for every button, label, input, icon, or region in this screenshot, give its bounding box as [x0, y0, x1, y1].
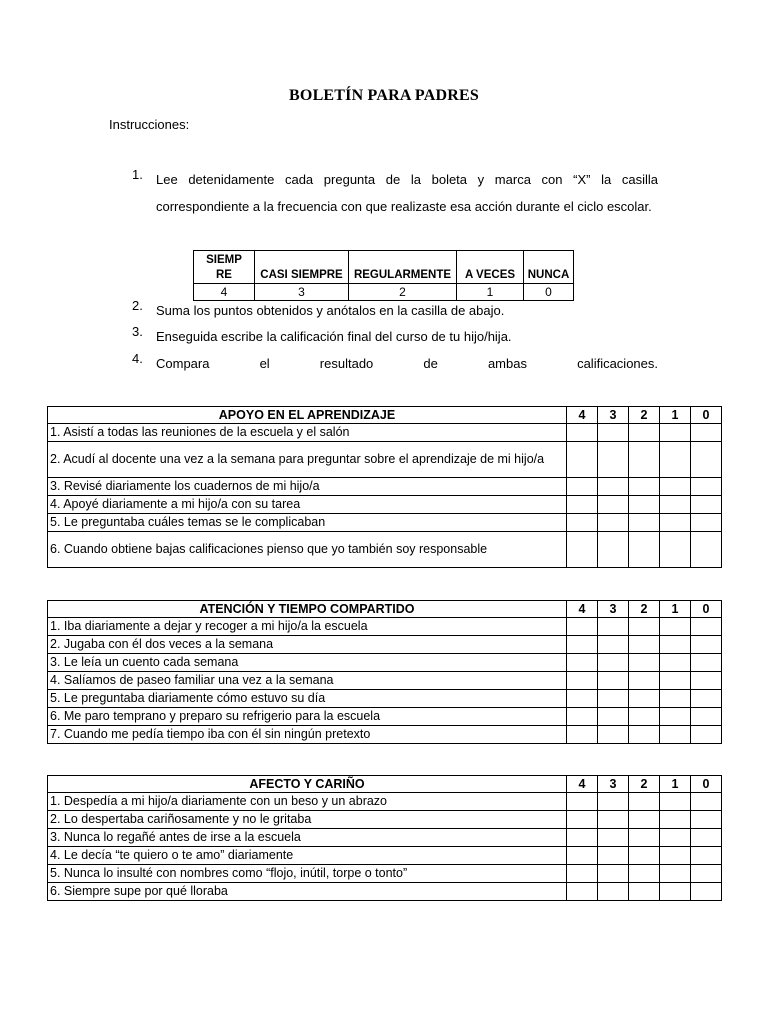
answer-cell[interactable] [567, 532, 598, 568]
question-text: 3. Revisé diariamente los cuadernos de mi hijo/a [48, 478, 567, 496]
answer-cell[interactable] [660, 811, 691, 829]
score-header: 3 [598, 601, 629, 618]
answer-cell[interactable] [691, 532, 722, 568]
table-row [48, 618, 722, 636]
question-text: 6. Siempre supe por qué lloraba [48, 883, 567, 901]
answer-cell[interactable] [629, 654, 660, 672]
score-header: 2 [629, 601, 660, 618]
question-text: 2. Lo despertaba cariñosamente y no le gritaba [48, 811, 567, 829]
question-text: 5. Le preguntaba diariamente cómo estuvo su día [48, 690, 567, 708]
answer-cell[interactable] [691, 636, 722, 654]
answer-cell[interactable] [567, 793, 598, 811]
table-row [48, 532, 722, 568]
freq-header-siempre: SIEMPRE [194, 251, 255, 284]
table-row [48, 672, 722, 690]
answer-cell[interactable] [691, 478, 722, 496]
answer-cell[interactable] [629, 618, 660, 636]
answer-cell[interactable] [598, 726, 629, 744]
freq-value: 2 [349, 284, 457, 301]
answer-cell[interactable] [598, 514, 629, 532]
table-row [48, 865, 722, 883]
answer-cell[interactable] [660, 690, 691, 708]
answer-cell[interactable] [598, 865, 629, 883]
table-row [48, 793, 722, 811]
answer-cell[interactable] [691, 708, 722, 726]
section-title: AFECTO Y CARIÑO [48, 776, 567, 793]
answer-cell[interactable] [629, 865, 660, 883]
answer-cell[interactable] [629, 478, 660, 496]
answer-cell[interactable] [660, 726, 691, 744]
answer-cell[interactable] [660, 654, 691, 672]
freq-header: CASI SIEMPRE [255, 251, 349, 284]
question-text: 5. Nunca lo insulté con nombres como “flojo, inútil, torpe o tonto” [48, 865, 567, 883]
score-header: 4 [567, 407, 598, 424]
answer-cell[interactable] [567, 514, 598, 532]
answer-cell[interactable] [691, 514, 722, 532]
answer-cell[interactable] [660, 618, 691, 636]
step-text: Suma los puntos obtenidos y anótalos en la casilla de abajo. [156, 303, 505, 318]
answer-cell[interactable] [567, 726, 598, 744]
answer-cell[interactable] [629, 672, 660, 690]
answer-cell[interactable] [598, 708, 629, 726]
answer-cell[interactable] [567, 847, 598, 865]
freq-value: 1 [457, 284, 524, 301]
score-header: 0 [691, 601, 722, 618]
answer-cell[interactable] [598, 424, 629, 442]
answer-cell[interactable] [567, 654, 598, 672]
answer-cell[interactable] [567, 618, 598, 636]
answer-cell[interactable] [660, 514, 691, 532]
freq-value: 3 [255, 284, 349, 301]
table-row [48, 654, 722, 672]
answer-cell[interactable] [598, 793, 629, 811]
question-text: 7. Cuando me pedía tiempo iba con él sin ningún pretexto [48, 726, 567, 744]
freq-header: REGULARMENTE [349, 251, 457, 284]
answer-cell[interactable] [598, 883, 629, 901]
freq-value: 0 [524, 284, 574, 301]
answer-cell[interactable] [691, 829, 722, 847]
freq-header: NUNCA [524, 251, 574, 284]
answer-cell[interactable] [598, 811, 629, 829]
answer-cell[interactable] [629, 442, 660, 478]
answer-cell[interactable] [691, 424, 722, 442]
answer-cell[interactable] [660, 793, 691, 811]
score-header: 2 [629, 776, 660, 793]
answer-cell[interactable] [691, 811, 722, 829]
answer-cell[interactable] [567, 690, 598, 708]
score-header: 4 [567, 601, 598, 618]
table-row [48, 636, 722, 654]
answer-cell[interactable] [598, 532, 629, 568]
answer-cell[interactable] [660, 672, 691, 690]
step-text: Lee detenidamente cada pregunta de la boleta y marca con “X” la casilla correspondiente a la frecuencia con que realizaste esa acción durante el ciclo escolar. [156, 172, 658, 214]
section-table-afecto [47, 775, 722, 901]
answer-cell[interactable] [691, 496, 722, 514]
section-table-apoyo [47, 406, 722, 568]
answer-cell[interactable] [660, 847, 691, 865]
answer-cell[interactable] [598, 672, 629, 690]
answer-cell[interactable] [660, 883, 691, 901]
question-text: 2. Jugaba con él dos veces a la semana [48, 636, 567, 654]
answer-cell[interactable] [629, 811, 660, 829]
answer-cell[interactable] [691, 672, 722, 690]
answer-cell[interactable] [567, 672, 598, 690]
question-text: 6. Me paro temprano y preparo su refrigerio para la escuela [48, 708, 567, 726]
answer-cell[interactable] [598, 496, 629, 514]
score-header: 4 [567, 776, 598, 793]
answer-cell[interactable] [598, 618, 629, 636]
answer-cell[interactable] [567, 424, 598, 442]
frequency-table [193, 250, 574, 301]
answer-cell[interactable] [660, 532, 691, 568]
question-text: 1. Iba diariamente a dejar y recoger a mi hijo/a la escuela [48, 618, 567, 636]
answer-cell[interactable] [567, 883, 598, 901]
section-title: ATENCIÓN Y TIEMPO COMPARTIDO [48, 601, 567, 618]
question-text: 1. Despedía a mi hijo/a diariamente con un beso y un abrazo [48, 793, 567, 811]
answer-cell[interactable] [598, 654, 629, 672]
answer-cell[interactable] [567, 442, 598, 478]
answer-cell[interactable] [598, 847, 629, 865]
answer-cell[interactable] [691, 847, 722, 865]
answer-cell[interactable] [660, 708, 691, 726]
answer-cell[interactable] [629, 424, 660, 442]
freq-header: A VECES [457, 251, 524, 284]
question-text: 1. Asistí a todas las reuniones de la escuela y el salón [48, 424, 567, 442]
answer-cell[interactable] [691, 865, 722, 883]
answer-cell[interactable] [660, 478, 691, 496]
step-number: 2. [132, 298, 143, 313]
freq-value: 4 [194, 284, 255, 301]
answer-cell[interactable] [567, 708, 598, 726]
score-header: 0 [691, 407, 722, 424]
answer-cell[interactable] [660, 442, 691, 478]
answer-cell[interactable] [629, 496, 660, 514]
answer-cell[interactable] [598, 636, 629, 654]
instructions-label: Instrucciones: [109, 117, 190, 132]
score-header: 2 [629, 407, 660, 424]
question-text: 4. Salíamos de paseo familiar una vez a la semana [48, 672, 567, 690]
score-header: 0 [691, 776, 722, 793]
answer-cell[interactable] [598, 478, 629, 496]
table-row [48, 442, 722, 478]
answer-cell[interactable] [567, 636, 598, 654]
answer-cell[interactable] [660, 865, 691, 883]
answer-cell[interactable] [629, 847, 660, 865]
answer-cell[interactable] [629, 829, 660, 847]
answer-cell[interactable] [629, 793, 660, 811]
answer-cell[interactable] [567, 865, 598, 883]
page-title: BOLETÍN PARA PADRES [289, 87, 479, 104]
table-row [48, 478, 722, 496]
answer-cell[interactable] [660, 424, 691, 442]
section-title: APOYO EN EL APRENDIZAJE [48, 407, 567, 424]
answer-cell[interactable] [567, 829, 598, 847]
score-header: 1 [660, 776, 691, 793]
question-text: 4. Apoyé diariamente a mi hijo/a con su tarea [48, 496, 567, 514]
table-row [48, 811, 722, 829]
answer-cell[interactable] [598, 690, 629, 708]
answer-cell[interactable] [598, 442, 629, 478]
answer-cell[interactable] [660, 829, 691, 847]
answer-cell[interactable] [567, 811, 598, 829]
answer-cell[interactable] [598, 829, 629, 847]
answer-cell[interactable] [629, 708, 660, 726]
answer-cell[interactable] [691, 442, 722, 478]
table-row [48, 708, 722, 726]
question-text: 6. Cuando obtiene bajas calificaciones pienso que yo también soy responsable [48, 532, 567, 568]
answer-cell[interactable] [660, 496, 691, 514]
step-text: Enseguida escribe la calificación final del curso de tu hijo/hija. [156, 329, 512, 344]
answer-cell[interactable] [691, 618, 722, 636]
step-text: Compara el resultado de ambas calificaciones. [156, 356, 658, 371]
table-row [48, 690, 722, 708]
answer-cell[interactable] [691, 654, 722, 672]
answer-cell[interactable] [629, 514, 660, 532]
table-row [48, 726, 722, 744]
table-row [48, 829, 722, 847]
table-row [48, 496, 722, 514]
question-text: 5. Le preguntaba cuáles temas se le complicaban [48, 514, 567, 532]
answer-cell[interactable] [629, 883, 660, 901]
answer-cell[interactable] [691, 690, 722, 708]
table-row [48, 883, 722, 901]
score-header: 1 [660, 601, 691, 618]
section-table-atencion [47, 600, 722, 744]
step-number: 1. [132, 167, 143, 182]
answer-cell[interactable] [691, 883, 722, 901]
question-text: 4. Le decía “te quiero o te amo” diariamente [48, 847, 567, 865]
answer-cell[interactable] [691, 793, 722, 811]
question-text: 3. Le leía un cuento cada semana [48, 654, 567, 672]
answer-cell[interactable] [567, 478, 598, 496]
answer-cell[interactable] [629, 726, 660, 744]
step-number: 4. [132, 351, 143, 366]
question-text: 2. Acudí al docente una vez a la semana para preguntar sobre el aprendizaje de mi hijo/a [48, 442, 567, 478]
question-text: 3. Nunca lo regañé antes de irse a la escuela [48, 829, 567, 847]
answer-cell[interactable] [629, 532, 660, 568]
score-header: 3 [598, 776, 629, 793]
table-row [48, 514, 722, 532]
answer-cell[interactable] [629, 690, 660, 708]
answer-cell[interactable] [567, 496, 598, 514]
table-row [48, 424, 722, 442]
score-header: 1 [660, 407, 691, 424]
step-number: 3. [132, 324, 143, 339]
score-header: 3 [598, 407, 629, 424]
answer-cell[interactable] [660, 636, 691, 654]
answer-cell[interactable] [691, 726, 722, 744]
answer-cell[interactable] [629, 636, 660, 654]
table-row [48, 847, 722, 865]
